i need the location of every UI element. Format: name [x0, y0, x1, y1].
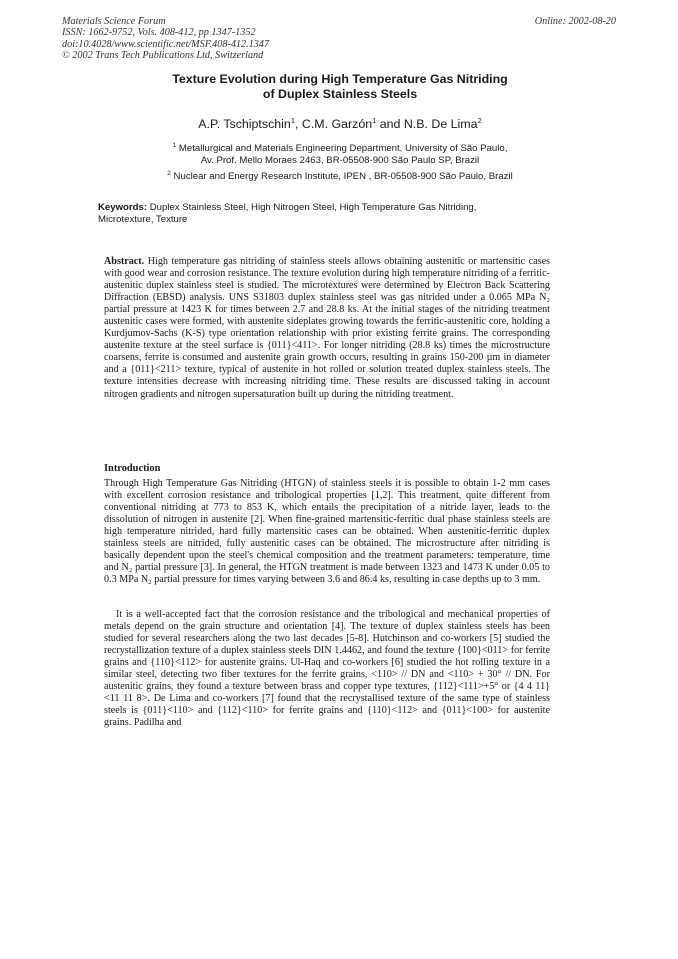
affiliation-1: [100, 140, 580, 167]
keywords-text: Duplex Stainless Steel, High Nitrogen Steel, High Temperature Gas Nitriding, Microtexture, Texture: [98, 202, 477, 225]
abstract-label: Abstract.: [104, 256, 145, 267]
abstract: [104, 256, 550, 401]
affiliation-text: Nuclear and Energy Research Institute, IPEN , BR-05508-900 São Paulo, Brazil: [170, 171, 513, 183]
author-name: and N.B. De Lima: [376, 117, 478, 132]
intro-paragraph-2: It is a well-accepted fact that the corrosion resistance and the tribological and mechanical properties of metals depend on the grain structure and orientation [4]. The texture of duplex stainless steels has been studied for several researchers along the two last decades [5-8]. Hutchinson and co-workers [5] studied the recrystallization texture of a duplex stainless steels DIN 1.4462, and found the texture {100}<011> for ferrite grains and {110}<112> for austenite grains. Ul-Haq and co-workers [6] studied the hot rolling texture in a similar steel, detecting two fiber textures for the ferrite grains, <110> // DN and <110> + 30° // DN. For austenitic grains, they found a texture between brass and copper type textures, {112}<111>+5° or {4 4 11}<11 11 8>. De Lima and co-workers [7] found that the recrystallised texture of the same type of stainless steels is {011}<110> and {112}<110> for ferrite grains and {110}<112> and {011}<100> for austenite grains. Padilha and: [104, 609, 550, 729]
affiliation-marker: 2: [477, 116, 482, 125]
online-date: Online: 2002-08-20: [534, 16, 616, 27]
issn-line: ISSN: 1662-9752, Vols. 408-412, pp 1347-1352: [62, 27, 256, 39]
journal-header: [62, 16, 269, 62]
doi-line[interactable]: doi:10.4028/www.scientific.net/MSF.408-412.1347: [62, 38, 270, 50]
keywords-label: Keywords:: [98, 202, 148, 213]
affiliation-2: [100, 168, 580, 183]
keywords: [98, 202, 518, 226]
affiliation-text: Av. Prof. Mello Moraes 2463, BR-05508-900 São Paulo SP, Brazil: [200, 155, 480, 167]
affiliation-number: 2: [167, 170, 171, 177]
intro-paragraph-1: Through High Temperature Gas Nitriding (HTGN) of stainless steels it is possible to obtain 1-2 mm cases with excellent corrosion resistance and tribological properties [1,2]. This treatment, quite different from conventional nitriding at 773 to 853 K, which entails the precipitation of a nitride layer, leads to the dissolution of nitrogen in austenite [2]. When fine-grained martensitic-ferritic dual phase stainless steels are high temperature nitrided, hard fully martensitic cases can be obtained. When austenitic-ferritic duplex stainless steels are nitrided, fully austenitic cases can be obtained. The microstructure after nitriding is basically dependent upon the steel's chemical composition and the treatment parameters: temperature, time and N₂ partial pressure [3]. In general, the HTGN treatment is made between 1323 and 1473 K under 0.05 to 0.3 MPa N₂ partial pressure for times varying between 3.6 and 86.4 ks, resulting in case depths up to 3 mm.: [104, 478, 550, 586]
author-name: A.P. Tschiptschin: [198, 117, 291, 132]
author-list: [80, 116, 600, 131]
section-heading-introduction: Introduction: [104, 463, 161, 474]
affiliation-marker: 1: [290, 116, 295, 125]
journal-name: Materials Science Forum: [62, 16, 166, 27]
author-name: , C.M. Garzón: [294, 117, 373, 132]
title-line-2: of Duplex Stainless Steels: [262, 87, 418, 101]
paper-title: [80, 72, 600, 102]
affiliation-marker: 1: [372, 116, 377, 125]
affiliation-number: 1: [172, 142, 177, 149]
affiliation-text: Metallurgical and Materials Engineering Department, University of São Paulo,: [176, 143, 508, 155]
abstract-text: High temperature gas nitriding of stainless steels allows obtaining austenitic or martensitic cases with good wear and corrosion resistance. The texture evolution during high temperature nitriding of a ferritic-austenitic duplex stainless steel is studied. The microtextures were determined by Electron Back Scattering Diffraction (EBSD) analysis. UNS S31803 duplex stainless steel was gas nitrided under a 0.065 MPa N₂ partial pressure at 1423 K for times between 2.7 and 28.8 ks. At the initial stages of the nitriding treatment austenitic cases were formed, with austenite sideplates growing towards the ferritic-austenitic core, holding a Kurdjumov-Sachs (K-S) type orientation relationship with prior existing ferrite grains. The corresponding austenite texture at the steel surface is {011}<411>. For longer nitriding (28.8 ks) times the microstructure coarsens, ferrite is consumed and austenite grain growth occurs, resulting in grains 150-200 µm in diameter and a {011}<211> texture, typical of austenite in hot rolled or solution treated duplex stainless steels. The texture intensities decrease with increasing nitriding time. These results are discussed taking in account nitrogen gradients and nitrogen supersaturation built up during the nitriding treatment.: [104, 256, 550, 400]
title-line-1: Texture Evolution during High Temperature Gas Nitriding: [172, 72, 508, 86]
copyright-line: © 2002 Trans Tech Publications Ltd, Switzerland: [62, 50, 264, 62]
